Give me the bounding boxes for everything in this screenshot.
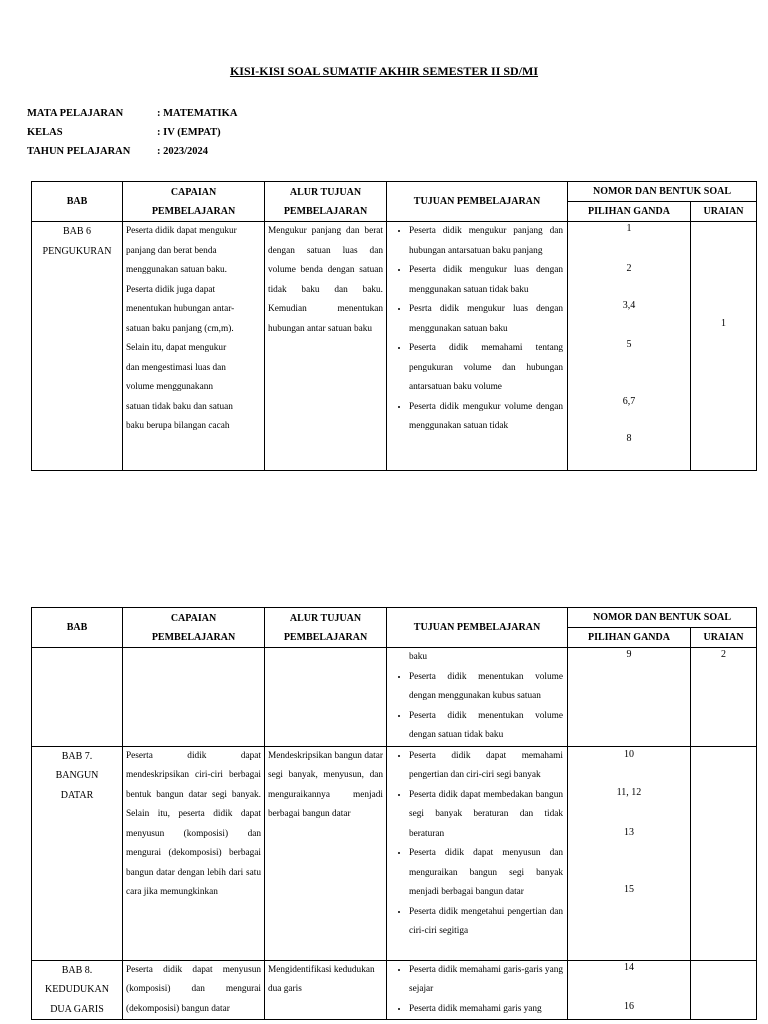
tujuan-item: • Peserta didik dapat memahami pengertian dan ciri-ciri segi banyak [409, 747, 563, 786]
meta-label: KELAS [27, 127, 63, 138]
header-alur: ALUR TUJUAN PEMBELAJARAN [265, 182, 387, 222]
uraian-cell [691, 960, 757, 1020]
question-number: 3,4 [622, 300, 636, 311]
alur-cell: Mengukur panjang dan berat dengan satuan luas dan volume benda dengan satuan tidak baku dan baku. Kemudian menentukan hubungan antar satuan baku [265, 222, 387, 471]
tujuan-item: • Peserta didik memahami tentang pengukuran volume dan hubungan antarsatuan baku volume [409, 339, 563, 398]
header-tujuan: TUJUAN PEMBELAJARAN [387, 608, 568, 648]
tujuan-item: • Peserta didik mengukur luas dengan menggunakan satuan tidak baku [409, 261, 563, 300]
bab-cell: BAB 7. BANGUN DATAR [32, 746, 123, 960]
question-number: 13 [624, 826, 634, 838]
header-alur: ALUR TUJUAN PEMBELAJARAN [265, 608, 387, 648]
question-number: 10 [624, 748, 634, 760]
alur-cell: Mendeskripsikan bangun datar segi banyak, menyusun, dan menguraikannya menjadi berbagai bangun datar [265, 746, 387, 960]
meta-row-subject [27, 104, 237, 123]
bab-cell [32, 648, 123, 747]
meta-label: MATA PELAJARAN [27, 108, 124, 119]
header-pilihan-ganda: PILIHAN GANDA [568, 202, 691, 222]
question-number: 6,7 [622, 396, 636, 407]
header-uraian: URAIAN [691, 628, 757, 648]
question-number: 8 [626, 433, 632, 444]
header-capaian: CAPAIAN PEMBELAJARAN [123, 182, 265, 222]
tujuan-item: • Pesrta didik mengukur luas dengan menggunakan satuan baku [409, 300, 563, 339]
question-number: 2 [626, 263, 632, 274]
meta-value: : IV (EMPAT) [157, 127, 221, 138]
header-bab: BAB [32, 182, 123, 222]
tujuan-continuation: baku [409, 652, 428, 662]
meta-row-year [27, 142, 237, 161]
header-capaian: CAPAIAN PEMBELAJARAN [123, 608, 265, 648]
header-nomor: NOMOR DAN BENTUK SOAL [568, 182, 757, 202]
question-number: 14 [624, 961, 634, 973]
question-number: 5 [626, 339, 632, 350]
alur-cell: Mengidentifikasi kedudukan dua garis [265, 960, 387, 1020]
tujuan-item: • Peserta didik mengukur panjang dan hubungan antarsatuan baku panjang [409, 222, 563, 261]
meta-row-class [27, 123, 237, 142]
pilihan-ganda-cell [568, 746, 691, 960]
capaian-cell: Peserta didik dapat mengukur panjang dan berat benda menggunakan satuan baku. Peserta didik juga dapat menentukan hubungan antar- satuan baku panjang (cm,m). Selain itu, dapat mengukur dan mengestimasi luas dan volume menggunakann satuan tidak baku dan satuan baku berupa bilangan cacah [123, 222, 265, 471]
alur-cell [265, 648, 387, 747]
capaian-cell: Peserta didik dapat mendeskripsikan ciri-ciri berbagai bentuk bangun datar segi banyak. Selain itu, peserta didik dapat menyusun (komposisi) dan mengurai (dekomposisi) berbagai bangun datar dengan lebih dari satu cara jika memungkinkan [123, 746, 265, 960]
tujuan-cell [387, 648, 568, 747]
tujuan-cell [387, 222, 568, 471]
pilihan-ganda-cell [568, 960, 691, 1020]
header-nomor: NOMOR DAN BENTUK SOAL [568, 608, 757, 628]
tujuan-item: • Peserta didik memahami garis yang [409, 1000, 563, 1020]
header-pilihan-ganda: PILIHAN GANDA [568, 628, 691, 648]
meta-value: : 2023/2024 [157, 146, 209, 157]
meta-value: : MATEMATIKA [157, 108, 238, 119]
tujuan-item: • Peserta didik mengukur volume dengan menggunakan satuan tidak [409, 398, 563, 437]
tujuan-item: • Peserta didik memahami garis-garis yang sejajar [409, 961, 563, 1000]
kisi-table-2 [31, 607, 757, 1020]
header-uraian: URAIAN [691, 202, 757, 222]
tujuan-item: • Peserta didik dapat membedakan bangun segi banyak beraturan dan tidak beraturan [409, 786, 563, 845]
pilihan-ganda-cell [568, 222, 691, 471]
uraian-cell [691, 648, 757, 747]
tujuan-cell [387, 746, 568, 960]
meta-label: TAHUN PELAJARAN [27, 146, 131, 157]
question-number: 1 [626, 223, 632, 234]
tujuan-item: • Peserta didik menentukan volume dengan satuan tidak baku [409, 707, 563, 746]
uraian-cell [691, 222, 757, 471]
document-title: KISI-KISI SOAL SUMATIF AKHIR SEMESTER II SD/MI [229, 64, 539, 78]
question-number: 9 [626, 649, 632, 660]
header-bab: BAB [32, 608, 123, 648]
bab-cell: BAB 8. KEDUDUKAN DUA GARIS [32, 960, 123, 1020]
tujuan-item: • Peserta didik dapat menyusun dan menguraikan bangun segi banyak menjadi berbagai bangun datar [409, 844, 563, 903]
uraian-cell [691, 746, 757, 960]
question-number: 2 [721, 649, 726, 660]
tujuan-item: • Peserta didik mengetahui pengertian dan ciri-ciri segitiga [409, 903, 563, 942]
bab-cell: BAB 6 PENGUKURAN [32, 222, 123, 471]
question-number: 15 [624, 883, 634, 895]
question-number: 1 [721, 318, 726, 329]
header-tujuan: TUJUAN PEMBELAJARAN [387, 182, 568, 222]
capaian-cell: Peserta didik dapat menyusun (komposisi) dan mengurai (dekomposisi) bangun datar [123, 960, 265, 1020]
tujuan-cell [387, 960, 568, 1020]
pilihan-ganda-cell [568, 648, 691, 747]
question-number: 11, 12 [616, 786, 642, 798]
kisi-table-1 [31, 181, 757, 471]
tujuan-item: • Peserta didik menentukan volume dengan menggunakan kubus satuan [409, 668, 563, 707]
question-number: 16 [624, 1000, 634, 1012]
capaian-cell [123, 648, 265, 747]
document-meta [27, 104, 237, 161]
